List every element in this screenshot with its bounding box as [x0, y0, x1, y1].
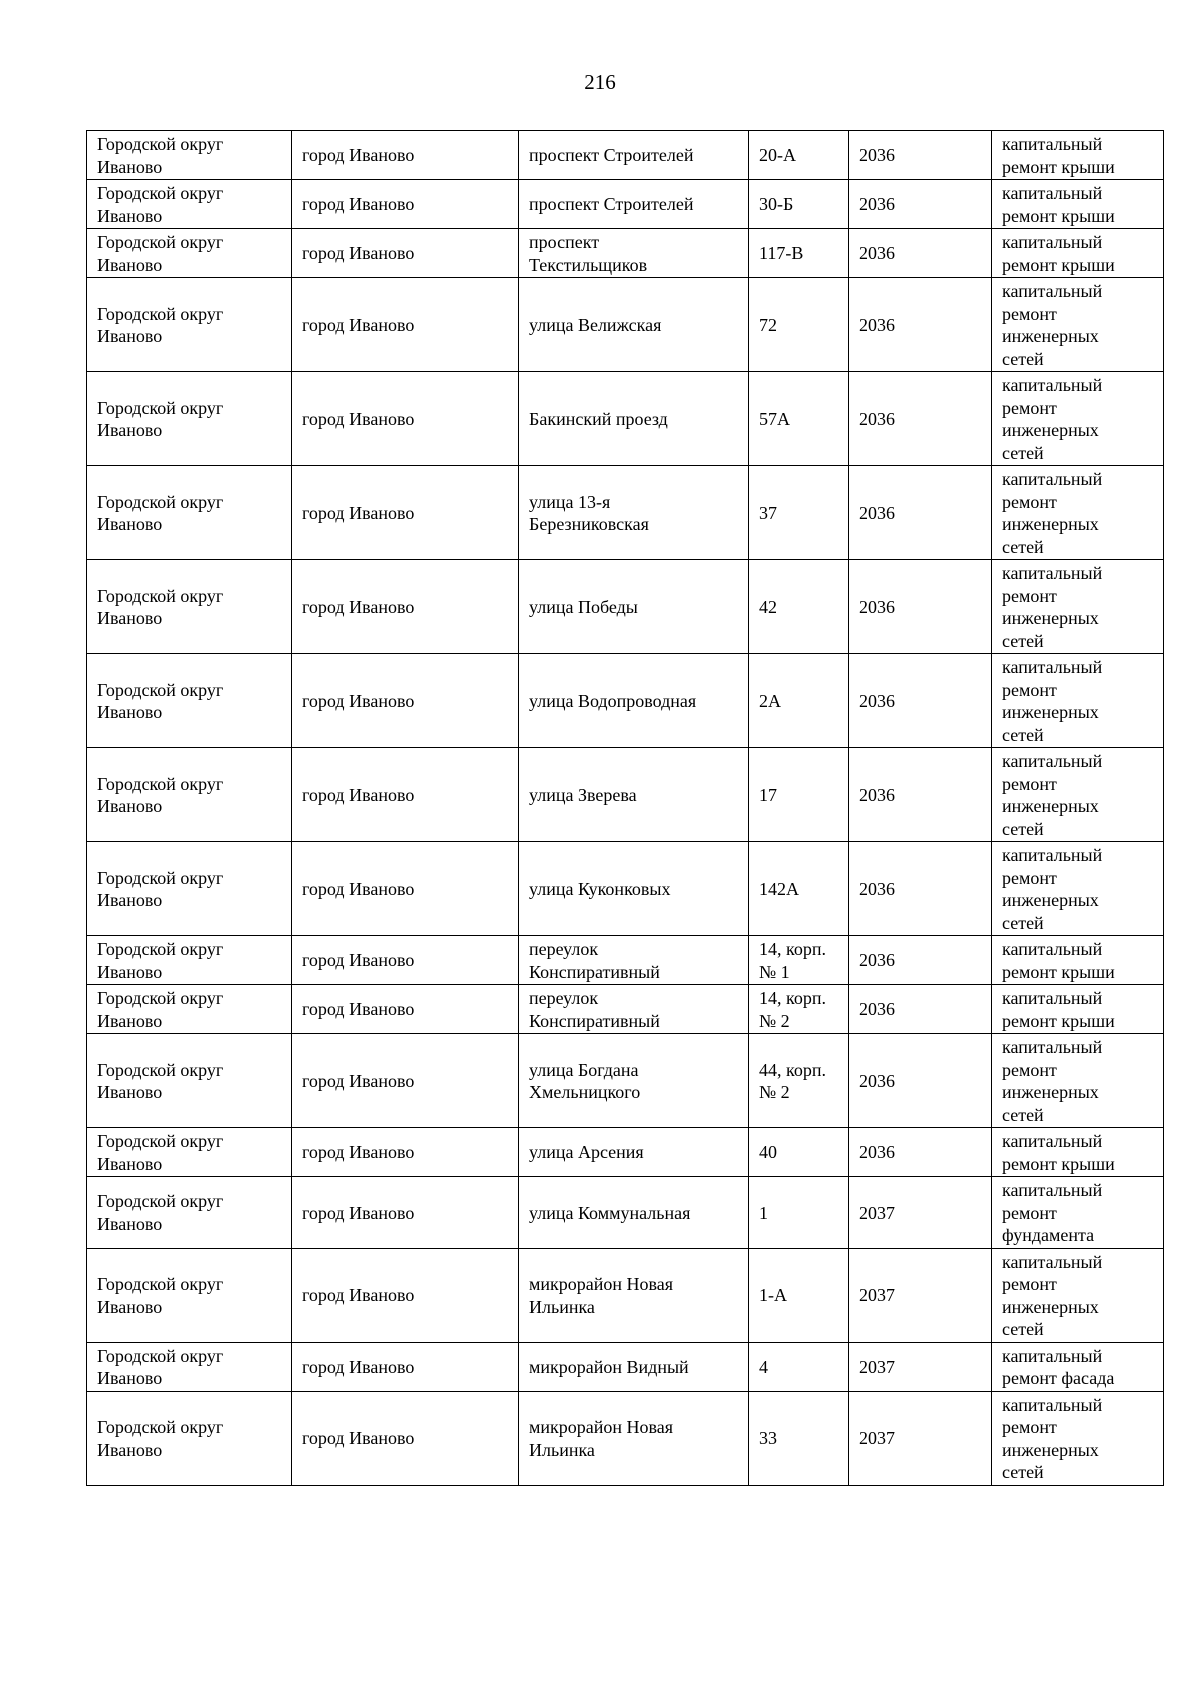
- street-cell-text: улица Зверева: [529, 784, 637, 805]
- district-cell: [87, 180, 292, 229]
- work-type-cell-text: капитальный ремонт инженерных сетей: [1002, 751, 1103, 839]
- year-cell: [849, 180, 992, 229]
- locality-cell-text: город Иваново: [302, 1202, 415, 1223]
- street-cell-text: микрорайон Видный: [529, 1356, 689, 1377]
- work-type-cell: [992, 1248, 1164, 1342]
- year-cell-text: 2036: [859, 950, 895, 971]
- street-cell: [519, 748, 749, 842]
- house-number-cell: [749, 985, 849, 1034]
- district-cell-text: Городской округ Иваново: [97, 1274, 224, 1317]
- year-cell-text: 2036: [859, 243, 895, 264]
- locality-cell-text: город Иваново: [302, 408, 415, 429]
- house-number-cell: [749, 1128, 849, 1177]
- district-cell-text: Городской округ Иваново: [97, 1191, 224, 1234]
- street-cell-text: проспект Строителей: [529, 145, 694, 166]
- house-number-cell-text: 37: [759, 502, 777, 523]
- work-type-cell: [992, 229, 1164, 278]
- work-type-cell-text: капитальный ремонт крыши: [1002, 1131, 1115, 1174]
- street-cell: [519, 1391, 749, 1485]
- work-type-cell: [992, 1177, 1164, 1249]
- year-cell: [849, 1128, 992, 1177]
- locality-cell-text: город Иваново: [302, 596, 415, 617]
- street-cell: [519, 560, 749, 654]
- house-number-cell-text: 20-А: [759, 145, 796, 166]
- district-cell-text: Городской округ Иваново: [97, 303, 224, 346]
- locality-cell-text: город Иваново: [302, 1070, 415, 1091]
- house-number-cell-text: 57А: [759, 408, 790, 429]
- year-cell: [849, 936, 992, 985]
- street-cell-text: микрорайон Новая Ильинка: [529, 1274, 674, 1317]
- district-cell-text: Городской округ Иваново: [97, 397, 224, 440]
- work-type-cell-text: капитальный ремонт инженерных сетей: [1002, 1251, 1103, 1339]
- street-cell: [519, 1342, 749, 1391]
- district-cell-text: Городской округ Иваново: [97, 988, 224, 1031]
- year-cell-text: 2036: [859, 502, 895, 523]
- table-row: [87, 1034, 1164, 1128]
- table-body: [87, 131, 1164, 1486]
- locality-cell: [292, 1034, 519, 1128]
- locality-cell: [292, 1342, 519, 1391]
- district-cell: [87, 1342, 292, 1391]
- district-cell: [87, 278, 292, 372]
- year-cell: [849, 654, 992, 748]
- work-type-cell: [992, 278, 1164, 372]
- house-number-cell: [749, 560, 849, 654]
- year-cell: [849, 748, 992, 842]
- district-cell-text: Городской округ Иваново: [97, 679, 224, 722]
- year-cell-text: 2036: [859, 314, 895, 335]
- year-cell: [849, 1391, 992, 1485]
- house-number-cell: [749, 229, 849, 278]
- year-cell: [849, 131, 992, 180]
- table-row: [87, 180, 1164, 229]
- table-row: [87, 131, 1164, 180]
- table-row: [87, 560, 1164, 654]
- table-row: [87, 748, 1164, 842]
- work-type-cell-text: капитальный ремонт инженерных сетей: [1002, 1394, 1103, 1482]
- table-row: [87, 1128, 1164, 1177]
- year-cell-text: 2036: [859, 999, 895, 1020]
- year-cell: [849, 985, 992, 1034]
- work-type-cell: [992, 466, 1164, 560]
- year-cell: [849, 1177, 992, 1249]
- street-cell: [519, 1177, 749, 1249]
- house-number-cell-text: 1: [759, 1202, 768, 1223]
- work-type-cell: [992, 654, 1164, 748]
- year-cell: [849, 1342, 992, 1391]
- work-type-cell: [992, 748, 1164, 842]
- street-cell-text: улица Арсения: [529, 1142, 644, 1163]
- work-type-cell: [992, 936, 1164, 985]
- street-cell-text: улица Коммунальная: [529, 1202, 691, 1223]
- street-cell: [519, 654, 749, 748]
- district-cell: [87, 654, 292, 748]
- street-cell: [519, 372, 749, 466]
- house-number-cell-text: 4: [759, 1356, 768, 1377]
- locality-cell: [292, 748, 519, 842]
- street-cell: [519, 1128, 749, 1177]
- locality-cell: [292, 1391, 519, 1485]
- district-cell-text: Городской округ Иваново: [97, 1131, 224, 1174]
- street-cell-text: микрорайон Новая Ильинка: [529, 1417, 674, 1460]
- work-type-cell: [992, 1342, 1164, 1391]
- year-cell-text: 2036: [859, 1142, 895, 1163]
- year-cell: [849, 229, 992, 278]
- district-cell-text: Городской округ Иваново: [97, 939, 224, 982]
- work-type-cell-text: капитальный ремонт крыши: [1002, 232, 1115, 275]
- locality-cell: [292, 131, 519, 180]
- year-cell-text: 2036: [859, 408, 895, 429]
- district-cell-text: Городской округ Иваново: [97, 232, 224, 275]
- table-row: [87, 654, 1164, 748]
- locality-cell: [292, 278, 519, 372]
- year-cell-text: 2036: [859, 596, 895, 617]
- work-type-cell: [992, 180, 1164, 229]
- street-cell: [519, 985, 749, 1034]
- work-type-cell-text: капитальный ремонт инженерных сетей: [1002, 1037, 1103, 1125]
- locality-cell-text: город Иваново: [302, 999, 415, 1020]
- district-cell: [87, 229, 292, 278]
- house-number-cell: [749, 372, 849, 466]
- district-cell: [87, 1177, 292, 1249]
- house-number-cell-text: 40: [759, 1142, 777, 1163]
- year-cell-text: 2036: [859, 784, 895, 805]
- district-cell-text: Городской округ Иваново: [97, 773, 224, 816]
- street-cell: [519, 1248, 749, 1342]
- house-number-cell: [749, 180, 849, 229]
- year-cell: [849, 278, 992, 372]
- street-cell-text: переулок Конспиративный: [529, 988, 660, 1031]
- district-cell: [87, 936, 292, 985]
- table-row: [87, 466, 1164, 560]
- year-cell-text: 2037: [859, 1202, 895, 1223]
- house-number-cell-text: 142А: [759, 878, 799, 899]
- street-cell-text: проспект Текстильщиков: [529, 232, 648, 275]
- table-row: [87, 936, 1164, 985]
- work-type-cell: [992, 985, 1164, 1034]
- year-cell: [849, 842, 992, 936]
- house-number-cell-text: 72: [759, 314, 777, 335]
- street-cell: [519, 466, 749, 560]
- locality-cell-text: город Иваново: [302, 314, 415, 335]
- table-row: [87, 372, 1164, 466]
- street-cell: [519, 229, 749, 278]
- street-cell-text: переулок Конспиративный: [529, 939, 660, 982]
- street-cell-text: улица 13-я Березниковская: [529, 491, 649, 534]
- house-number-cell: [749, 842, 849, 936]
- street-cell-text: улица Велижская: [529, 314, 662, 335]
- locality-cell-text: город Иваново: [302, 690, 415, 711]
- locality-cell-text: город Иваново: [302, 1142, 415, 1163]
- street-cell-text: улица Победы: [529, 596, 638, 617]
- district-cell-text: Городской округ Иваново: [97, 183, 224, 226]
- work-type-cell: [992, 560, 1164, 654]
- year-cell-text: 2036: [859, 878, 895, 899]
- work-type-cell: [992, 372, 1164, 466]
- table-row: [87, 1248, 1164, 1342]
- repair-schedule-table: [86, 130, 1164, 1486]
- year-cell-text: 2036: [859, 1070, 895, 1091]
- work-type-cell-text: капитальный ремонт крыши: [1002, 939, 1115, 982]
- year-cell-text: 2037: [859, 1428, 895, 1449]
- district-cell-text: Городской округ Иваново: [97, 867, 224, 910]
- street-cell-text: улица Богдана Хмельницкого: [529, 1059, 641, 1102]
- street-cell: [519, 180, 749, 229]
- house-number-cell: [749, 278, 849, 372]
- work-type-cell-text: капитальный ремонт инженерных сетей: [1002, 657, 1103, 745]
- district-cell: [87, 842, 292, 936]
- house-number-cell: [749, 654, 849, 748]
- house-number-cell-text: 2А: [759, 690, 781, 711]
- house-number-cell: [749, 131, 849, 180]
- house-number-cell-text: 44, корп. № 2: [759, 1059, 826, 1102]
- street-cell-text: улица Водопроводная: [529, 690, 697, 711]
- locality-cell-text: город Иваново: [302, 1428, 415, 1449]
- work-type-cell-text: капитальный ремонт инженерных сетей: [1002, 375, 1103, 463]
- locality-cell: [292, 985, 519, 1034]
- work-type-cell-text: капитальный ремонт инженерных сетей: [1002, 845, 1103, 933]
- year-cell-text: 2036: [859, 194, 895, 215]
- year-cell-text: 2037: [859, 1356, 895, 1377]
- year-cell: [849, 372, 992, 466]
- house-number-cell: [749, 1342, 849, 1391]
- house-number-cell-text: 42: [759, 596, 777, 617]
- street-cell-text: проспект Строителей: [529, 194, 694, 215]
- locality-cell: [292, 1128, 519, 1177]
- district-cell-text: Городской округ Иваново: [97, 1417, 224, 1460]
- table-row: [87, 1177, 1164, 1249]
- house-number-cell-text: 117-В: [759, 243, 804, 264]
- locality-cell: [292, 229, 519, 278]
- street-cell: [519, 131, 749, 180]
- district-cell: [87, 1034, 292, 1128]
- street-cell: [519, 1034, 749, 1128]
- work-type-cell-text: капитальный ремонт фундамента: [1002, 1180, 1103, 1245]
- year-cell: [849, 560, 992, 654]
- district-cell: [87, 1391, 292, 1485]
- house-number-cell: [749, 1248, 849, 1342]
- work-type-cell-text: капитальный ремонт крыши: [1002, 988, 1115, 1031]
- street-cell-text: Бакинский проезд: [529, 408, 668, 429]
- house-number-cell: [749, 748, 849, 842]
- district-cell: [87, 748, 292, 842]
- locality-cell-text: город Иваново: [302, 194, 415, 215]
- year-cell-text: 2036: [859, 145, 895, 166]
- district-cell: [87, 985, 292, 1034]
- work-type-cell: [992, 1128, 1164, 1177]
- locality-cell: [292, 466, 519, 560]
- district-cell: [87, 1248, 292, 1342]
- house-number-cell-text: 30-Б: [759, 194, 794, 215]
- table-row: [87, 278, 1164, 372]
- locality-cell-text: город Иваново: [302, 950, 415, 971]
- house-number-cell-text: 1-А: [759, 1285, 787, 1306]
- page-number: 216: [584, 70, 616, 94]
- house-number-cell: [749, 1034, 849, 1128]
- district-cell: [87, 1128, 292, 1177]
- district-cell-text: Городской округ Иваново: [97, 491, 224, 534]
- locality-cell-text: город Иваново: [302, 878, 415, 899]
- table-row: [87, 1342, 1164, 1391]
- district-cell-text: Городской округ Иваново: [97, 134, 224, 177]
- work-type-cell-text: капитальный ремонт инженерных сетей: [1002, 469, 1103, 557]
- locality-cell: [292, 180, 519, 229]
- year-cell: [849, 466, 992, 560]
- work-type-cell-text: капитальный ремонт фасада: [1002, 1345, 1115, 1388]
- work-type-cell-text: капитальный ремонт инженерных сетей: [1002, 281, 1103, 369]
- district-cell-text: Городской округ Иваново: [97, 585, 224, 628]
- table-row: [87, 229, 1164, 278]
- locality-cell-text: город Иваново: [302, 243, 415, 264]
- work-type-cell-text: капитальный ремонт крыши: [1002, 134, 1115, 177]
- house-number-cell-text: 14, корп. № 2: [759, 988, 826, 1031]
- locality-cell-text: город Иваново: [302, 1285, 415, 1306]
- locality-cell: [292, 1248, 519, 1342]
- locality-cell: [292, 654, 519, 748]
- locality-cell-text: город Иваново: [302, 502, 415, 523]
- district-cell: [87, 466, 292, 560]
- year-cell-text: 2036: [859, 690, 895, 711]
- year-cell: [849, 1034, 992, 1128]
- street-cell: [519, 278, 749, 372]
- district-cell-text: Городской округ Иваново: [97, 1345, 224, 1388]
- house-number-cell-text: 33: [759, 1428, 777, 1449]
- district-cell: [87, 131, 292, 180]
- house-number-cell: [749, 466, 849, 560]
- house-number-cell: [749, 1391, 849, 1485]
- table-row: [87, 985, 1164, 1034]
- locality-cell: [292, 372, 519, 466]
- house-number-cell: [749, 936, 849, 985]
- year-cell: [849, 1248, 992, 1342]
- house-number-cell-text: 17: [759, 784, 777, 805]
- district-cell-text: Городской округ Иваново: [97, 1059, 224, 1102]
- house-number-cell: [749, 1177, 849, 1249]
- table-row: [87, 1391, 1164, 1485]
- district-cell: [87, 560, 292, 654]
- district-cell: [87, 372, 292, 466]
- work-type-cell-text: капитальный ремонт инженерных сетей: [1002, 563, 1103, 651]
- work-type-cell: [992, 842, 1164, 936]
- street-cell-text: улица Куконковых: [529, 878, 671, 899]
- work-type-cell: [992, 1391, 1164, 1485]
- year-cell-text: 2037: [859, 1285, 895, 1306]
- locality-cell-text: город Иваново: [302, 784, 415, 805]
- locality-cell: [292, 936, 519, 985]
- work-type-cell-text: капитальный ремонт крыши: [1002, 183, 1115, 226]
- street-cell: [519, 842, 749, 936]
- work-type-cell: [992, 1034, 1164, 1128]
- locality-cell: [292, 560, 519, 654]
- locality-cell-text: город Иваново: [302, 145, 415, 166]
- table-row: [87, 842, 1164, 936]
- house-number-cell-text: 14, корп. № 1: [759, 939, 826, 982]
- street-cell: [519, 936, 749, 985]
- work-type-cell: [992, 131, 1164, 180]
- locality-cell: [292, 1177, 519, 1249]
- locality-cell-text: город Иваново: [302, 1356, 415, 1377]
- locality-cell: [292, 842, 519, 936]
